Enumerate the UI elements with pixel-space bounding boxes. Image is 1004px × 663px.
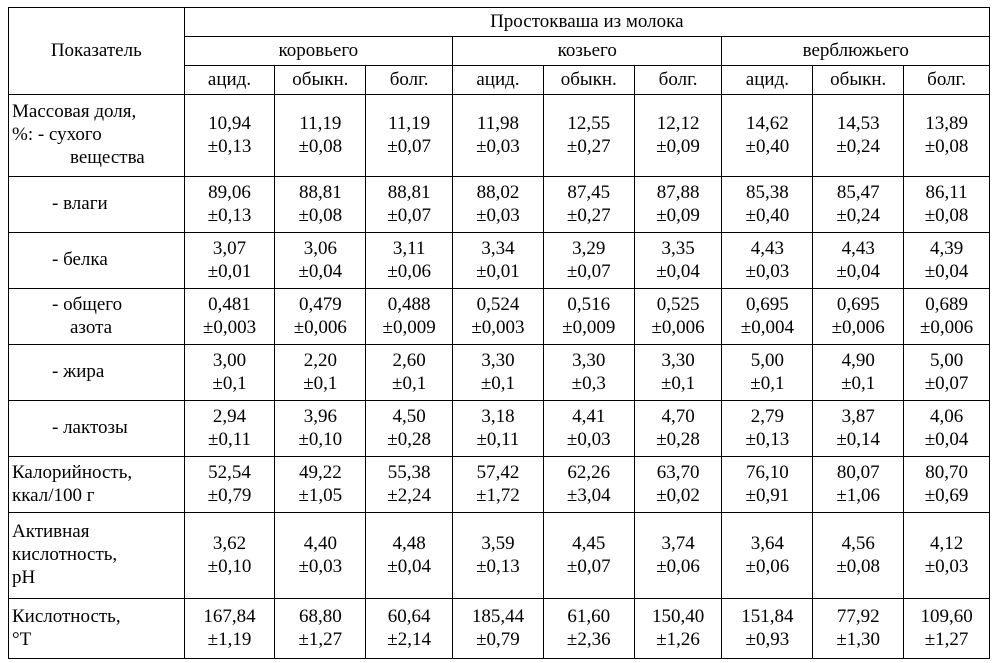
error-value: ±0,27 <box>566 135 611 157</box>
value-cell <box>275 289 366 345</box>
value-cell <box>184 289 275 345</box>
mean-value: 62,26 <box>567 461 611 483</box>
value-cell <box>904 345 990 401</box>
value-cell <box>904 401 990 457</box>
value-cell <box>634 457 722 513</box>
error-value: ±0,009 <box>382 316 436 338</box>
error-value: ±0,1 <box>660 372 696 394</box>
value-cell <box>813 457 904 513</box>
value-cell <box>184 233 275 289</box>
mean-value: 4,12 <box>929 532 964 554</box>
value-cell <box>722 177 813 233</box>
error-value: ±0,93 <box>745 628 790 650</box>
error-value: ±0,04 <box>924 428 969 450</box>
error-value: ±0,06 <box>656 555 700 577</box>
value-cell <box>543 401 634 457</box>
error-value: ±0,04 <box>656 260 700 282</box>
table-row <box>9 233 990 289</box>
row-label <box>9 95 185 177</box>
row-label <box>9 233 185 289</box>
row-label-line: вещества <box>70 146 145 168</box>
mean-value: 150,40 <box>651 605 705 627</box>
value-cell <box>722 401 813 457</box>
error-value: ±0,1 <box>392 372 427 394</box>
error-value: ±1,27 <box>924 628 969 650</box>
error-value: ±0,03 <box>476 204 520 226</box>
mean-value: 3,64 <box>750 532 785 554</box>
mean-value: 89,06 <box>208 181 251 203</box>
row-label <box>9 457 185 513</box>
value-cell <box>184 513 275 599</box>
value-cell <box>366 513 453 599</box>
value-cell <box>722 289 813 345</box>
value-cell <box>275 599 366 659</box>
subtype-header: ацид. <box>453 66 544 95</box>
mean-value: 57,42 <box>476 461 520 483</box>
mean-value: 3,35 <box>661 237 695 259</box>
error-value: ±0,006 <box>919 316 974 338</box>
value-cell <box>634 345 722 401</box>
table-row <box>9 513 990 599</box>
mean-value: 60,64 <box>387 605 431 627</box>
value-cell <box>543 95 634 177</box>
error-value: ±0,08 <box>924 204 969 226</box>
value-cell <box>366 599 453 659</box>
value-cell <box>722 457 813 513</box>
value-cell <box>453 233 544 289</box>
mean-value: 3,07 <box>212 237 247 259</box>
error-value: ±0,003 <box>471 316 525 338</box>
value-cell <box>722 345 813 401</box>
value-cell <box>275 177 366 233</box>
error-value: ±1,72 <box>476 484 520 506</box>
row-label <box>9 599 185 659</box>
table-row <box>9 289 990 345</box>
value-cell <box>904 289 990 345</box>
value-cell <box>275 401 366 457</box>
error-value: ±0,24 <box>836 135 881 157</box>
row-label-line: Кислотность, <box>12 605 121 627</box>
error-value: ±1,19 <box>207 628 252 650</box>
table-row <box>9 457 990 513</box>
value-cell <box>453 95 544 177</box>
error-value: ±1,05 <box>298 484 343 506</box>
error-value: ±1,26 <box>656 628 700 650</box>
mean-value: 0,488 <box>387 293 431 315</box>
error-value: ±0,08 <box>298 204 343 226</box>
mean-value: 85,38 <box>746 181 789 203</box>
error-value: ±0,006 <box>293 316 347 338</box>
error-value: ±0,09 <box>656 204 700 226</box>
value-cell <box>366 289 453 345</box>
error-value: ±0,004 <box>740 316 794 338</box>
mean-value: 88,02 <box>476 181 520 203</box>
mean-value: 4,43 <box>750 237 785 259</box>
value-cell <box>453 345 544 401</box>
value-cell <box>366 95 453 177</box>
mean-value: 3,11 <box>392 237 426 259</box>
row-label <box>9 513 185 599</box>
error-value: ±0,08 <box>298 135 343 157</box>
error-value: ±0,1 <box>212 372 247 394</box>
mean-value: 3,18 <box>481 405 515 427</box>
error-value: ±0,07 <box>387 135 431 157</box>
error-value: ±0,03 <box>298 555 343 577</box>
row-label-line: Массовая доля, <box>12 101 137 123</box>
row-label <box>9 177 185 233</box>
value-cell <box>634 599 722 659</box>
mean-value: 5,00 <box>750 349 785 371</box>
value-cell <box>904 177 990 233</box>
error-value: ±0,07 <box>387 204 431 226</box>
mean-value: 3,29 <box>572 237 606 259</box>
mean-value: 3,30 <box>481 349 515 371</box>
mean-value: 11,19 <box>299 112 342 134</box>
table-row <box>9 95 990 177</box>
milk-header-cow: коровьего <box>184 37 452 66</box>
error-value: ±0,13 <box>207 135 252 157</box>
error-value: ±0,1 <box>750 372 785 394</box>
error-value: ±0,13 <box>745 428 790 450</box>
mean-value: 185,44 <box>471 605 525 627</box>
mean-value: 3,30 <box>572 349 606 371</box>
subtype-header: обыкн. <box>813 66 904 95</box>
row-label-line: - влаги <box>52 193 108 215</box>
value-cell <box>184 345 275 401</box>
error-value: ±0,24 <box>836 204 881 226</box>
subtype-header: болг. <box>366 66 453 95</box>
row-label-line: - лактозы <box>52 417 128 439</box>
value-cell <box>813 599 904 659</box>
value-cell <box>543 233 634 289</box>
value-cell <box>634 233 722 289</box>
error-value: ±0,06 <box>387 260 431 282</box>
error-value: ±0,04 <box>836 260 881 282</box>
value-cell <box>453 177 544 233</box>
value-cell <box>813 233 904 289</box>
error-value: ±2,14 <box>387 628 431 650</box>
milk-header-camel: верблюжьего <box>722 37 990 66</box>
mean-value: 0,695 <box>836 293 880 315</box>
error-value: ±0,04 <box>298 260 343 282</box>
value-cell <box>453 401 544 457</box>
value-cell <box>634 289 722 345</box>
value-cell <box>453 513 544 599</box>
mean-value: 5,00 <box>929 349 964 371</box>
mean-value: 2,20 <box>303 349 337 371</box>
mean-value: 80,70 <box>925 461 968 483</box>
value-cell <box>543 177 634 233</box>
error-value: ±2,36 <box>566 628 611 650</box>
row-label-line: %: - сухого <box>12 124 102 146</box>
mean-value: 4,48 <box>392 532 426 554</box>
mean-value: 4,06 <box>929 405 964 427</box>
value-cell <box>722 513 813 599</box>
mean-value: 151,84 <box>741 605 794 627</box>
value-cell <box>366 345 453 401</box>
value-cell <box>904 599 990 659</box>
value-cell <box>813 401 904 457</box>
mean-value: 167,84 <box>203 605 256 627</box>
error-value: ±0,28 <box>656 428 700 450</box>
subtype-header: болг. <box>904 66 990 95</box>
error-value: ±0,1 <box>841 372 876 394</box>
mean-value: 61,60 <box>567 605 611 627</box>
mean-value: 86,11 <box>925 181 968 203</box>
value-cell <box>453 289 544 345</box>
value-cell <box>275 345 366 401</box>
error-value: ±0,14 <box>836 428 881 450</box>
mean-value: 3,06 <box>303 237 337 259</box>
value-cell <box>366 457 453 513</box>
value-cell <box>904 95 990 177</box>
value-cell <box>634 177 722 233</box>
value-cell <box>722 599 813 659</box>
value-cell <box>813 289 904 345</box>
mean-value: 4,39 <box>929 237 964 259</box>
error-value: ±0,69 <box>924 484 969 506</box>
mean-value: 3,30 <box>661 349 695 371</box>
mean-value: 49,22 <box>298 461 342 483</box>
mean-value: 4,40 <box>303 532 337 554</box>
mean-value: 11,98 <box>476 112 519 134</box>
error-value: ±0,13 <box>207 204 252 226</box>
mean-value: 4,50 <box>392 405 426 427</box>
error-value: ±0,07 <box>924 372 969 394</box>
error-value: ±0,03 <box>745 260 790 282</box>
error-value: ±0,27 <box>566 204 611 226</box>
mean-value: 76,10 <box>746 461 789 483</box>
value-cell <box>543 513 634 599</box>
error-value: ±0,06 <box>745 555 790 577</box>
row-label-line: азота <box>70 316 113 338</box>
error-value: ±0,07 <box>566 555 611 577</box>
row-label-line: - жира <box>52 361 105 383</box>
value-cell <box>813 513 904 599</box>
mean-value: 13,89 <box>925 112 968 134</box>
table-row <box>9 177 990 233</box>
subtype-header: обыкн. <box>543 66 634 95</box>
value-cell <box>813 177 904 233</box>
mean-value: 4,45 <box>572 532 606 554</box>
error-value: ±0,08 <box>836 555 881 577</box>
document-page <box>8 7 990 657</box>
value-cell <box>543 457 634 513</box>
error-value: ±0,79 <box>207 484 252 506</box>
value-cell <box>453 599 544 659</box>
subtype-header: ацид. <box>184 66 275 95</box>
error-value: ±0,3 <box>571 372 606 394</box>
error-value: ±0,28 <box>387 428 431 450</box>
error-value: ±0,09 <box>656 135 700 157</box>
error-value: ±0,03 <box>476 135 520 157</box>
mean-value: 14,53 <box>836 112 880 134</box>
mean-value: 0,525 <box>656 293 700 315</box>
value-cell <box>184 95 275 177</box>
row-label <box>9 289 185 345</box>
error-value: ±0,01 <box>207 260 252 282</box>
mean-value: 4,56 <box>841 532 875 554</box>
mean-value: 68,80 <box>298 605 342 627</box>
value-cell <box>184 599 275 659</box>
value-cell <box>184 401 275 457</box>
error-value: ±0,03 <box>924 555 969 577</box>
mean-value: 87,45 <box>567 181 611 203</box>
row-label <box>9 345 185 401</box>
value-cell <box>904 457 990 513</box>
mean-value: 87,88 <box>656 181 700 203</box>
error-value: ±0,02 <box>656 484 700 506</box>
mean-value: 2,60 <box>392 349 426 371</box>
value-cell <box>275 457 366 513</box>
error-value: ±0,006 <box>651 316 705 338</box>
value-cell <box>543 345 634 401</box>
mean-value: 3,96 <box>303 405 337 427</box>
subtype-header: ацид. <box>722 66 813 95</box>
value-cell <box>275 513 366 599</box>
subtype-header: болг. <box>634 66 722 95</box>
error-value: ±0,91 <box>745 484 790 506</box>
row-label-line: Калорийность, <box>12 461 133 483</box>
error-value: ±1,30 <box>836 628 881 650</box>
value-cell <box>904 233 990 289</box>
mean-value: 3,87 <box>841 405 875 427</box>
error-value: ±0,10 <box>298 428 343 450</box>
value-cell <box>634 95 722 177</box>
error-value: ±0,03 <box>566 428 611 450</box>
row-label-line: кислотность, <box>12 544 118 566</box>
error-value: ±0,1 <box>480 372 516 394</box>
mean-value: 4,90 <box>841 349 875 371</box>
mean-value: 52,54 <box>208 461 251 483</box>
error-value: ±0,006 <box>831 316 885 338</box>
value-cell <box>543 289 634 345</box>
indicator-header: Показатель <box>9 8 185 95</box>
error-value: ±0,13 <box>476 555 520 577</box>
subtype-header: обыкн. <box>275 66 366 95</box>
error-value: ±0,009 <box>562 316 616 338</box>
value-cell <box>366 233 453 289</box>
mean-value: 0,479 <box>298 293 342 315</box>
mean-value: 4,43 <box>841 237 875 259</box>
value-cell <box>722 95 813 177</box>
error-value: ±0,40 <box>745 204 790 226</box>
mean-value: 3,59 <box>481 532 515 554</box>
yogurt-composition-table <box>8 7 990 659</box>
mean-value: 88,81 <box>387 181 431 203</box>
value-cell <box>184 177 275 233</box>
mean-value: 12,55 <box>567 112 611 134</box>
error-value: ±0,07 <box>566 260 611 282</box>
mean-value: 3,62 <box>212 532 247 554</box>
value-cell <box>184 457 275 513</box>
mean-value: 109,60 <box>920 605 973 627</box>
mean-value: 12,12 <box>656 112 700 134</box>
mean-value: 3,74 <box>661 532 695 554</box>
mean-value: 14,62 <box>746 112 789 134</box>
error-value: ±0,79 <box>476 628 520 650</box>
error-value: ±2,24 <box>387 484 431 506</box>
error-value: ±0,003 <box>202 316 257 338</box>
mean-value: 0,695 <box>746 293 789 315</box>
row-label-line: pH <box>12 566 36 588</box>
mean-value: 0,481 <box>208 293 251 315</box>
mean-value: 10,94 <box>208 112 251 134</box>
error-value: ±0,1 <box>303 372 338 394</box>
mean-value: 0,516 <box>567 293 611 315</box>
mean-value: 0,689 <box>925 293 968 315</box>
value-cell <box>366 177 453 233</box>
error-value: ±0,40 <box>745 135 790 157</box>
row-label-line: ккал/100 г <box>12 484 95 506</box>
row-label-line: - общего <box>52 293 123 315</box>
error-value: ±0,04 <box>387 555 431 577</box>
value-cell <box>453 457 544 513</box>
row-label <box>9 401 185 457</box>
value-cell <box>813 95 904 177</box>
error-value: ±0,10 <box>207 555 252 577</box>
value-cell <box>634 401 722 457</box>
row-label-line: °T <box>12 628 32 650</box>
table-row <box>9 345 990 401</box>
group-title-header: Простокваша из молока <box>184 8 989 37</box>
mean-value: 80,07 <box>836 461 880 483</box>
mean-value: 2,94 <box>212 405 247 427</box>
mean-value: 88,81 <box>298 181 342 203</box>
error-value: ±0,11 <box>208 428 251 450</box>
error-value: ±0,04 <box>924 260 969 282</box>
table-row <box>9 599 990 659</box>
mean-value: 11,19 <box>388 112 431 134</box>
value-cell <box>904 513 990 599</box>
mean-value: 0,524 <box>476 293 520 315</box>
value-cell <box>634 513 722 599</box>
value-cell <box>275 233 366 289</box>
mean-value: 63,70 <box>656 461 700 483</box>
row-label-line: - белка <box>52 249 108 271</box>
value-cell <box>366 401 453 457</box>
mean-value: 77,92 <box>836 605 880 627</box>
mean-value: 2,79 <box>750 405 785 427</box>
value-cell <box>813 345 904 401</box>
milk-header-goat: козьего <box>453 37 722 66</box>
error-value: ±0,08 <box>924 135 969 157</box>
error-value: ±0,01 <box>476 260 520 282</box>
value-cell <box>722 233 813 289</box>
mean-value: 85,47 <box>836 181 880 203</box>
error-value: ±1,06 <box>836 484 881 506</box>
table-row <box>9 401 990 457</box>
error-value: ±3,04 <box>566 484 611 506</box>
value-cell <box>275 95 366 177</box>
row-label-line: Активная <box>12 521 90 543</box>
mean-value: 4,70 <box>661 405 695 427</box>
value-cell <box>543 599 634 659</box>
mean-value: 4,41 <box>572 405 606 427</box>
error-value: ±1,27 <box>298 628 343 650</box>
mean-value: 3,00 <box>212 349 247 371</box>
mean-value: 55,38 <box>387 461 431 483</box>
error-value: ±0,11 <box>476 428 520 450</box>
mean-value: 3,34 <box>481 237 515 259</box>
